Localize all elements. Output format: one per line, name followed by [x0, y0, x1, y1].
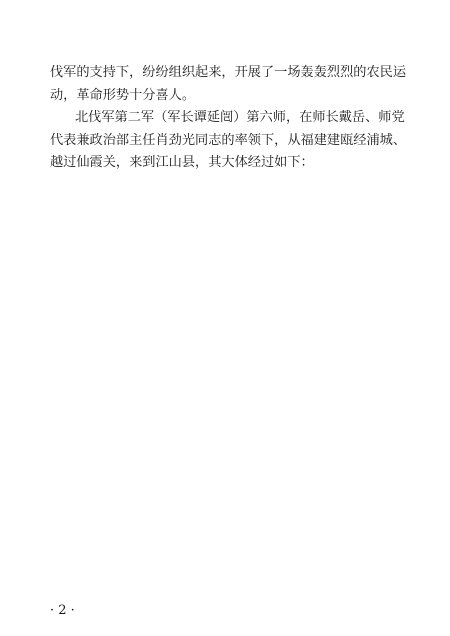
text-line: 代表兼政治部主任肖劲光同志的率领下，从福建建瓯经浦城、 — [50, 132, 407, 148]
text-line: 越过仙霞关，来到江山县，其大体经过如下： — [50, 155, 314, 171]
text-line: 动，革命形势十分喜人。 — [50, 87, 196, 103]
page-number: · 2 · — [50, 603, 75, 618]
text-line: 北伐军第二军（军长谭延闿）第六师，在师长戴岳、师党 — [75, 110, 405, 126]
text-line: 伐军的支持下，纷纷组织起来，开展了一场轰轰烈烈的农民运 — [50, 65, 407, 80]
